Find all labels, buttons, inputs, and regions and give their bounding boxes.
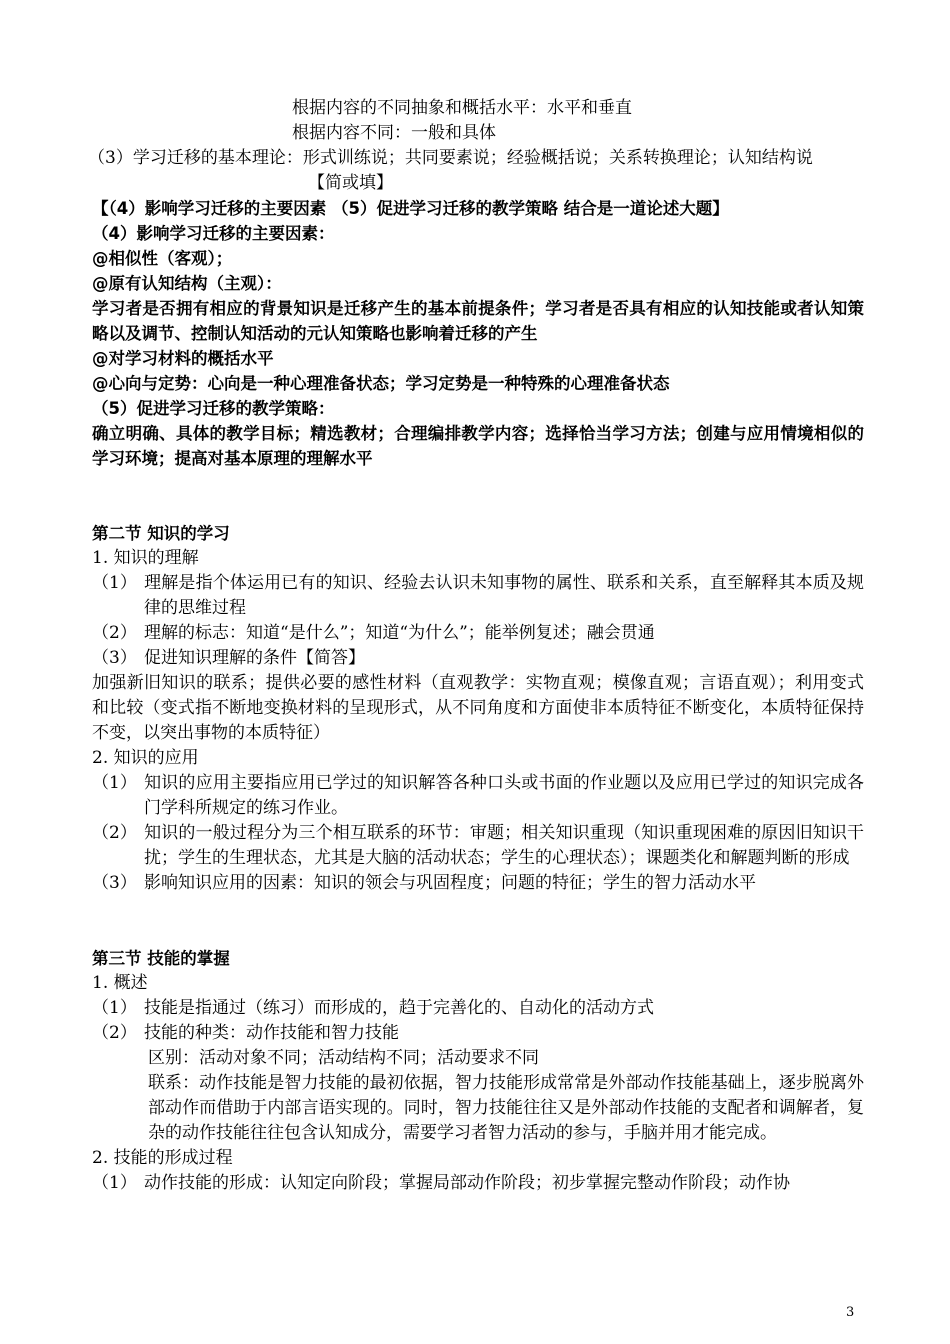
list-item (92, 771, 864, 821)
bold-paragraph: 确立明确、具体的教学目标；精选教材；合理编排教学内容；选择恰当学习方法；创建与应用情境相似的学习环境；提高对基本原理的理解水平 (92, 424, 864, 468)
list-item (92, 1021, 864, 1046)
list-number: （1） (92, 998, 137, 1018)
list-number: （3） (92, 648, 137, 668)
list-number: （2） (92, 623, 137, 643)
text-line: （3）学习迁移的基本理论：形式训练说；共同要素说；经验概括说；关系转换理论；认知结构说 (88, 148, 813, 168)
subheading: 2. 知识的应用 (92, 748, 199, 768)
list-text: 理解是指个体运用已有的知识、经验去认识未知事物的属性、联系和关系，直至解释其本质及规律的思维过程 (144, 573, 864, 618)
document-page (88, 96, 864, 1196)
list-item (92, 1171, 864, 1196)
list-number: （2） (92, 823, 137, 843)
list-number: （1） (92, 1173, 137, 1193)
subheading: 1. 知识的理解 (92, 548, 199, 568)
paragraph: 加强新旧知识的联系；提供必要的感性材料（直观教学：实物直观；模像直观；言语直观）；利用变式和比较（变式指不断地变换材料的呈现形式，从不同角度和方面使非本质特征不断变化，本质特征保持不变，以突出事物的本质特征） (92, 673, 864, 743)
list-number: （1） (92, 573, 137, 593)
list-text: 动作技能的形成：认知定向阶段；掌握局部动作阶段；初步掌握完整动作阶段；动作协 (144, 1173, 790, 1193)
section-title: 第三节 技能的掌握 (92, 949, 230, 968)
indented-paragraph: 联系：动作技能是智力技能的最初依据，智力技能形成常常是外部动作技能基础上，逐步脱离外部动作而借助于内部言语实现的。同时，智力技能往往又是外部动作技能的支配者和调解者，复杂的动作技能往往包含认知成分，需要学习者智力活动的参与，手脑并用才能完成。 (148, 1073, 864, 1143)
text-line: 【简或填】 (308, 173, 393, 193)
bold-line: （5）促进学习迁移的教学策略： (92, 399, 335, 418)
bold-line: @对学习材料的概括水平 (92, 349, 274, 368)
list-text: 促进知识理解的条件【简答】 (144, 648, 365, 668)
bold-line: @原有认知结构（主观）： (92, 274, 282, 293)
page-number: 3 (846, 1305, 855, 1320)
list-item (92, 571, 864, 621)
bold-paragraph: 学习者是否拥有相应的背景知识是迁移产生的基本前提条件；学习者是否具有相应的认知技能或者认知策略以及调节、控制认知活动的元认知策略也影响着迁移的产生 (92, 299, 864, 343)
list-text: 知识的应用主要指应用已学过的知识解答各种口头或书面的作业题以及应用已学过的知识完成各门学科所规定的练习作业。 (144, 773, 864, 818)
text-line: 根据内容的不同抽象和概括水平：水平和垂直 (292, 98, 632, 118)
subheading: 1. 概述 (92, 973, 148, 993)
list-text: 理解的标志：知道“是什么”；知道“为什么”；能举例复述；融会贯通 (144, 623, 655, 643)
bold-line: @相似性（客观）； (92, 249, 233, 268)
list-item (92, 821, 864, 871)
bold-line: 【（4）影响学习迁移的主要因素 （5）促进学习迁移的教学策略 结合是一道论述大题】 (92, 199, 729, 218)
list-number: （2） (92, 1023, 137, 1043)
list-text: 技能的种类：动作技能和智力技能 (144, 1023, 399, 1043)
list-item (92, 646, 864, 671)
list-item (92, 996, 864, 1021)
list-text: 影响知识应用的因素：知识的领会与巩固程度；问题的特征；学生的智力活动水平 (144, 873, 756, 893)
indented-text: 区别：活动对象不同；活动结构不同；活动要求不同 (148, 1048, 539, 1068)
text-line: 根据内容不同：一般和具体 (292, 123, 496, 143)
bold-line: （4）影响学习迁移的主要因素： (92, 224, 335, 243)
list-text: 技能是指通过（练习）而形成的，趋于完善化的、自动化的活动方式 (144, 998, 654, 1018)
list-item (92, 621, 864, 646)
list-number: （1） (92, 773, 137, 793)
list-text: 知识的一般过程分为三个相互联系的环节：审题；相关知识重现（知识重现困难的原因旧知识干扰；学生的生理状态，尤其是大脑的活动状态；学生的心理状态）；课题类化和解题判断的形成 (144, 823, 864, 868)
list-number: （3） (92, 873, 137, 893)
list-item (92, 871, 864, 896)
subheading: 2. 技能的形成过程 (92, 1148, 233, 1168)
section-title: 第二节 知识的学习 (92, 524, 230, 543)
bold-line: @心向与定势：心向是一种心理准备状态；学习定势是一种特殊的心理准备状态 (92, 374, 670, 393)
